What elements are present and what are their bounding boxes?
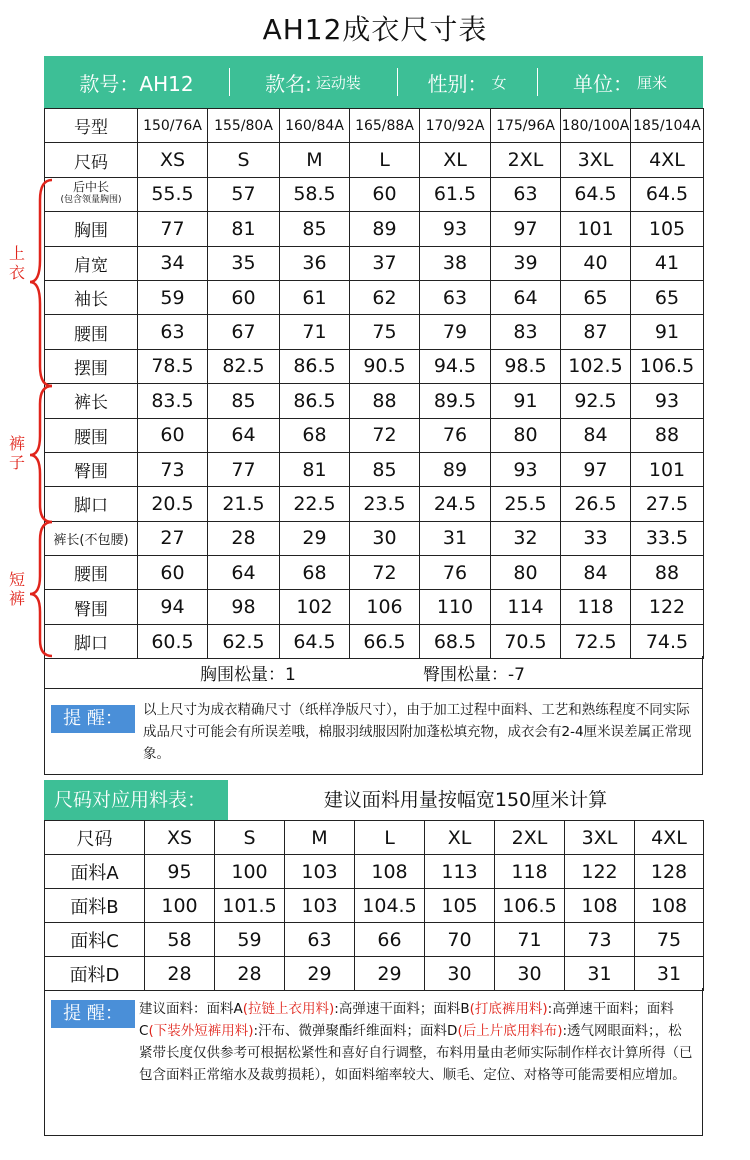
table-cell: 89 [350,212,420,246]
note2-part-3: :高弹速干面料；面料C [139,1001,674,1039]
table-cell: 100 [145,889,215,923]
table-cell: XS [145,821,215,855]
table-cell: 70 [425,923,495,957]
table-row [45,957,704,991]
brace-shorts [30,522,52,656]
table-cell: 90.5 [350,349,420,383]
table-cell: 31 [635,957,704,991]
table-cell: S [215,821,285,855]
table-cell: 64 [208,556,280,590]
table-row [45,418,704,452]
table-cell: 128 [635,855,704,889]
table-cell: 21.5 [208,487,280,521]
unit [537,56,703,108]
table-row [45,889,704,923]
table-cell: 75 [635,923,704,957]
reminder-text-2 [139,998,695,1086]
reminder-box-2 [44,988,703,1136]
table-cell: 61.5 [420,177,491,211]
table-cell: 80 [491,418,561,452]
table-cell: S [208,143,280,177]
table-cell: 88 [631,556,704,590]
table-cell: 66 [355,923,425,957]
table-cell: 103 [285,889,355,923]
table-cell: 72 [350,418,420,452]
table-cell: 37 [350,246,420,280]
table-cell: 185/104A [631,109,704,143]
row-label-text: 后中长 [72,180,109,195]
style-name-value: 运动装 [315,73,361,92]
table-cell: 29 [280,521,350,555]
note2-fabric-c-use: (下装外短裤用料) [148,1023,254,1039]
table-cell: 95 [145,855,215,889]
note2-fabric-b-use: (打底裤用料) [469,1001,548,1017]
table-cell: 58 [145,923,215,957]
table-cell: 64.5 [280,624,350,658]
table-cell: 97 [561,452,631,486]
table-cell: 60 [208,280,280,314]
table-cell: 65 [561,280,631,314]
table-cell: 28 [145,957,215,991]
size-table [44,108,704,659]
fabric-section-tag: 尺码对应用料表： [44,780,228,820]
table-cell: L [355,821,425,855]
table-cell: 72 [350,556,420,590]
table-cell: 93 [420,212,491,246]
table-cell: 73 [565,923,635,957]
table-cell: 100 [215,855,285,889]
row-label-text: 腰围 [74,565,108,586]
table-cell: 101 [631,452,704,486]
table-cell: 106 [350,590,420,624]
table-cell: 27.5 [631,487,704,521]
gender-label: 性别： [427,71,488,96]
table-cell: 81 [280,452,350,486]
table-cell: 63 [491,177,561,211]
table-cell: 31 [565,957,635,991]
row-label-text: 脚口 [74,634,108,655]
table-cell: 34 [138,246,208,280]
table-cell: 85 [208,384,280,418]
table-cell: 40 [561,246,631,280]
table-cell: 60 [138,418,208,452]
table-cell: 86.5 [280,349,350,383]
table-cell: 38 [420,246,491,280]
table-cell: XL [425,821,495,855]
table-cell: M [285,821,355,855]
table-cell: M [280,143,350,177]
table-cell: 22.5 [280,487,350,521]
table-cell: 83 [491,315,561,349]
style-name-label: 款名: [265,71,312,96]
side-label-shorts: 短裤 [8,570,25,608]
table-cell: 101.5 [215,889,285,923]
table-cell: 93 [631,384,704,418]
table-cell: 118 [495,855,565,889]
fabric-section-header [44,780,703,820]
table-row [45,109,704,143]
table-cell: 74.5 [631,624,704,658]
table-cell: 36 [280,246,350,280]
table-cell: 106.5 [631,349,704,383]
table-cell: 66.5 [350,624,420,658]
table-row [45,349,704,383]
table-row [45,452,704,486]
table-row [45,280,704,314]
style-number-label: 款号：AH12 [79,71,194,96]
table-cell: 93 [491,452,561,486]
table-cell: 30 [495,957,565,991]
table-row [45,855,704,889]
table-cell: 62.5 [208,624,280,658]
row-label-text: 脚口 [74,496,108,517]
note2-fabric-a-use: (拉链上衣用料) [242,1001,335,1017]
table-cell: 98.5 [491,349,561,383]
table-cell: 175/96A [491,109,561,143]
row-label-text: 腰围 [74,427,108,448]
table-cell: 59 [215,923,285,957]
table-row [45,384,704,418]
reminder-text-1: 以上尺寸为成衣精确尺寸（纸样净版尺寸），由于加工过程中面料、工艺和熟练程度不同实际成品尺寸可能会有所误差哦，棉服羽绒服因附加蓬松填充物，成衣会有2-4厘米误差属正常现象。 [143,702,692,762]
table-cell: 30 [425,957,495,991]
table-cell: 73 [138,452,208,486]
table-cell: XL [420,143,491,177]
table-cell: 70.5 [491,624,561,658]
fabric-section-title: 建议面料用量按幅宽150厘米计算 [323,789,608,811]
ease-row [44,656,703,689]
table-cell: 75 [350,315,420,349]
gender [397,56,537,108]
row-label-text: 袖长 [74,290,108,311]
table-cell: 80 [491,556,561,590]
table-cell: 108 [355,855,425,889]
table-cell: 33 [561,521,631,555]
table-cell: 81 [208,212,280,246]
table-cell: 64 [491,280,561,314]
table-cell: 88 [350,384,420,418]
table-cell: 23.5 [350,487,420,521]
table-cell: 60 [138,556,208,590]
table-cell: 105 [425,889,495,923]
table-cell: 104.5 [355,889,425,923]
table-cell: 24.5 [420,487,491,521]
table-cell: 61 [280,280,350,314]
note2-fabric-d-use: (后上片底用料布) [457,1023,563,1039]
table-cell: XS [138,143,208,177]
table-cell: 33.5 [631,521,704,555]
table-cell: 58.5 [280,177,350,211]
brace-top [30,180,52,386]
side-label-top: 上衣 [8,244,25,282]
table-cell: 60 [350,177,420,211]
table-row [45,177,704,211]
table-cell: 71 [280,315,350,349]
side-label-pants: 裤子 [8,434,25,472]
style-name [229,56,397,108]
style-number [44,56,229,108]
hip-ease: 臀围松量：-7 [423,664,525,685]
table-cell: 31 [420,521,491,555]
row-label-text: 号型 [74,118,108,139]
table-cell: 28 [215,957,285,991]
table-cell: 64 [208,418,280,452]
table-cell: 108 [635,889,704,923]
table-cell: 180/100A [561,109,631,143]
table-cell: 27 [138,521,208,555]
table-cell: 78.5 [138,349,208,383]
table-cell: 25.5 [491,487,561,521]
table-cell: L [350,143,420,177]
row-label-text: 裤长(不包腰) [53,532,129,548]
table-cell: 94 [138,590,208,624]
table-cell: 20.5 [138,487,208,521]
row-label: 面料A [45,855,145,889]
table-cell: 72.5 [561,624,631,658]
row-label-text: 摆围 [74,358,108,379]
table-cell: 160/84A [280,109,350,143]
table-cell: 108 [565,889,635,923]
table-cell: 4XL [631,143,704,177]
reminder-tag-1: 提 醒： [51,705,135,733]
table-cell: 65 [631,280,704,314]
table-cell: 64.5 [631,177,704,211]
note2-part-1: 建议面料：面料A [139,1001,243,1017]
row-label: 尺码 [45,821,145,855]
row-label-text: 臀围 [74,462,108,483]
table-cell: 79 [420,315,491,349]
table-cell: 29 [285,957,355,991]
table-cell: 102 [280,590,350,624]
brace-pants [30,386,52,522]
reminder-box-1 [44,689,703,775]
table-row [45,315,704,349]
row-label-text: 裤长 [74,393,108,414]
table-cell: 30 [350,521,420,555]
table-row [45,923,704,957]
table-cell: 3XL [561,143,631,177]
fabric-table [44,820,704,991]
note2-part-4: :汗布、微弹聚酯纤维面料；面料D [253,1023,458,1039]
table-cell: 110 [420,590,491,624]
table-cell: 94.5 [420,349,491,383]
table-cell: 39 [491,246,561,280]
table-cell: 86.5 [280,384,350,418]
table-cell: 91 [491,384,561,418]
table-cell: 103 [285,855,355,889]
table-cell: 32 [491,521,561,555]
table-row [45,624,704,658]
table-row [45,212,704,246]
row-label-text: 尺码 [74,152,108,173]
table-cell: 71 [495,923,565,957]
table-cell: 76 [420,556,491,590]
table-cell: 83.5 [138,384,208,418]
table-cell: 28 [208,521,280,555]
row-label-text: 臀围 [74,599,108,620]
table-cell: 87 [561,315,631,349]
table-cell: 62 [350,280,420,314]
table-cell: 35 [208,246,280,280]
row-label: 面料B [45,889,145,923]
table-cell: 2XL [495,821,565,855]
table-cell: 101 [561,212,631,246]
unit-label: 单位： [572,71,633,96]
table-cell: 114 [491,590,561,624]
table-cell: 64.5 [561,177,631,211]
table-row [45,143,704,177]
table-cell: 68 [280,556,350,590]
table-cell: 55.5 [138,177,208,211]
table-cell: 102.5 [561,349,631,383]
table-cell: 85 [350,452,420,486]
chest-ease: 胸围松量：1 [200,664,296,685]
table-cell: 63 [138,315,208,349]
row-sublabel: (包含领量胸围) [60,195,122,206]
table-row [45,246,704,280]
unit-value: 厘米 [636,73,667,92]
table-cell: 68 [280,418,350,452]
row-label-text: 胸围 [74,221,108,242]
table-cell: 59 [138,280,208,314]
gender-value: 女 [491,73,507,92]
table-cell: 85 [280,212,350,246]
table-cell: 170/92A [420,109,491,143]
table-cell: 82.5 [208,349,280,383]
reminder-tag-2: 提 醒： [51,1000,135,1028]
table-cell: 97 [491,212,561,246]
table-cell: 68.5 [420,624,491,658]
table-cell: 60.5 [138,624,208,658]
table-row [45,821,704,855]
table-cell: 150/76A [138,109,208,143]
table-cell: 84 [561,418,631,452]
table-cell: 77 [138,212,208,246]
header-band [44,56,703,108]
table-cell: 2XL [491,143,561,177]
table-cell: 63 [285,923,355,957]
table-cell: 4XL [635,821,704,855]
table-cell: 113 [425,855,495,889]
note2-part-2: :高弹速干面料；面料B [334,1001,470,1017]
table-cell: 76 [420,418,491,452]
table-cell: 89.5 [420,384,491,418]
table-cell: 67 [208,315,280,349]
table-cell: 92.5 [561,384,631,418]
table-cell: 26.5 [561,487,631,521]
table-cell: 122 [565,855,635,889]
table-cell: 3XL [565,821,635,855]
table-cell: 118 [561,590,631,624]
row-label-text: 肩宽 [74,255,108,276]
table-row [45,487,704,521]
table-cell: 105 [631,212,704,246]
table-cell: 41 [631,246,704,280]
note2-part-5: :透气网眼面料；，松紧带长度仅供参考可根据松紧性和喜好自行调整，布料用量由老师实际制作样衣计算所得（已包含面料正常缩水及裁剪损耗），如面料缩率较大、顺毛、定位、对格等可能需要相应增加。 [139,1023,693,1083]
table-row [45,521,704,555]
table-cell: 91 [631,315,704,349]
table-row [45,590,704,624]
row-label-text: 腰围 [74,324,108,345]
table-cell: 57 [208,177,280,211]
table-cell: 84 [561,556,631,590]
table-cell: 88 [631,418,704,452]
table-cell: 165/88A [350,109,420,143]
table-cell: 122 [631,590,704,624]
table-cell: 98 [208,590,280,624]
table-cell: 106.5 [495,889,565,923]
table-cell: 89 [420,452,491,486]
table-cell: 77 [208,452,280,486]
table-row [45,556,704,590]
table-cell: 63 [420,280,491,314]
row-label: 面料C [45,923,145,957]
table-cell: 29 [355,957,425,991]
table-cell: 155/80A [208,109,280,143]
row-label: 面料D [45,957,145,991]
page-title: AH12成衣尺寸表 [262,13,488,46]
